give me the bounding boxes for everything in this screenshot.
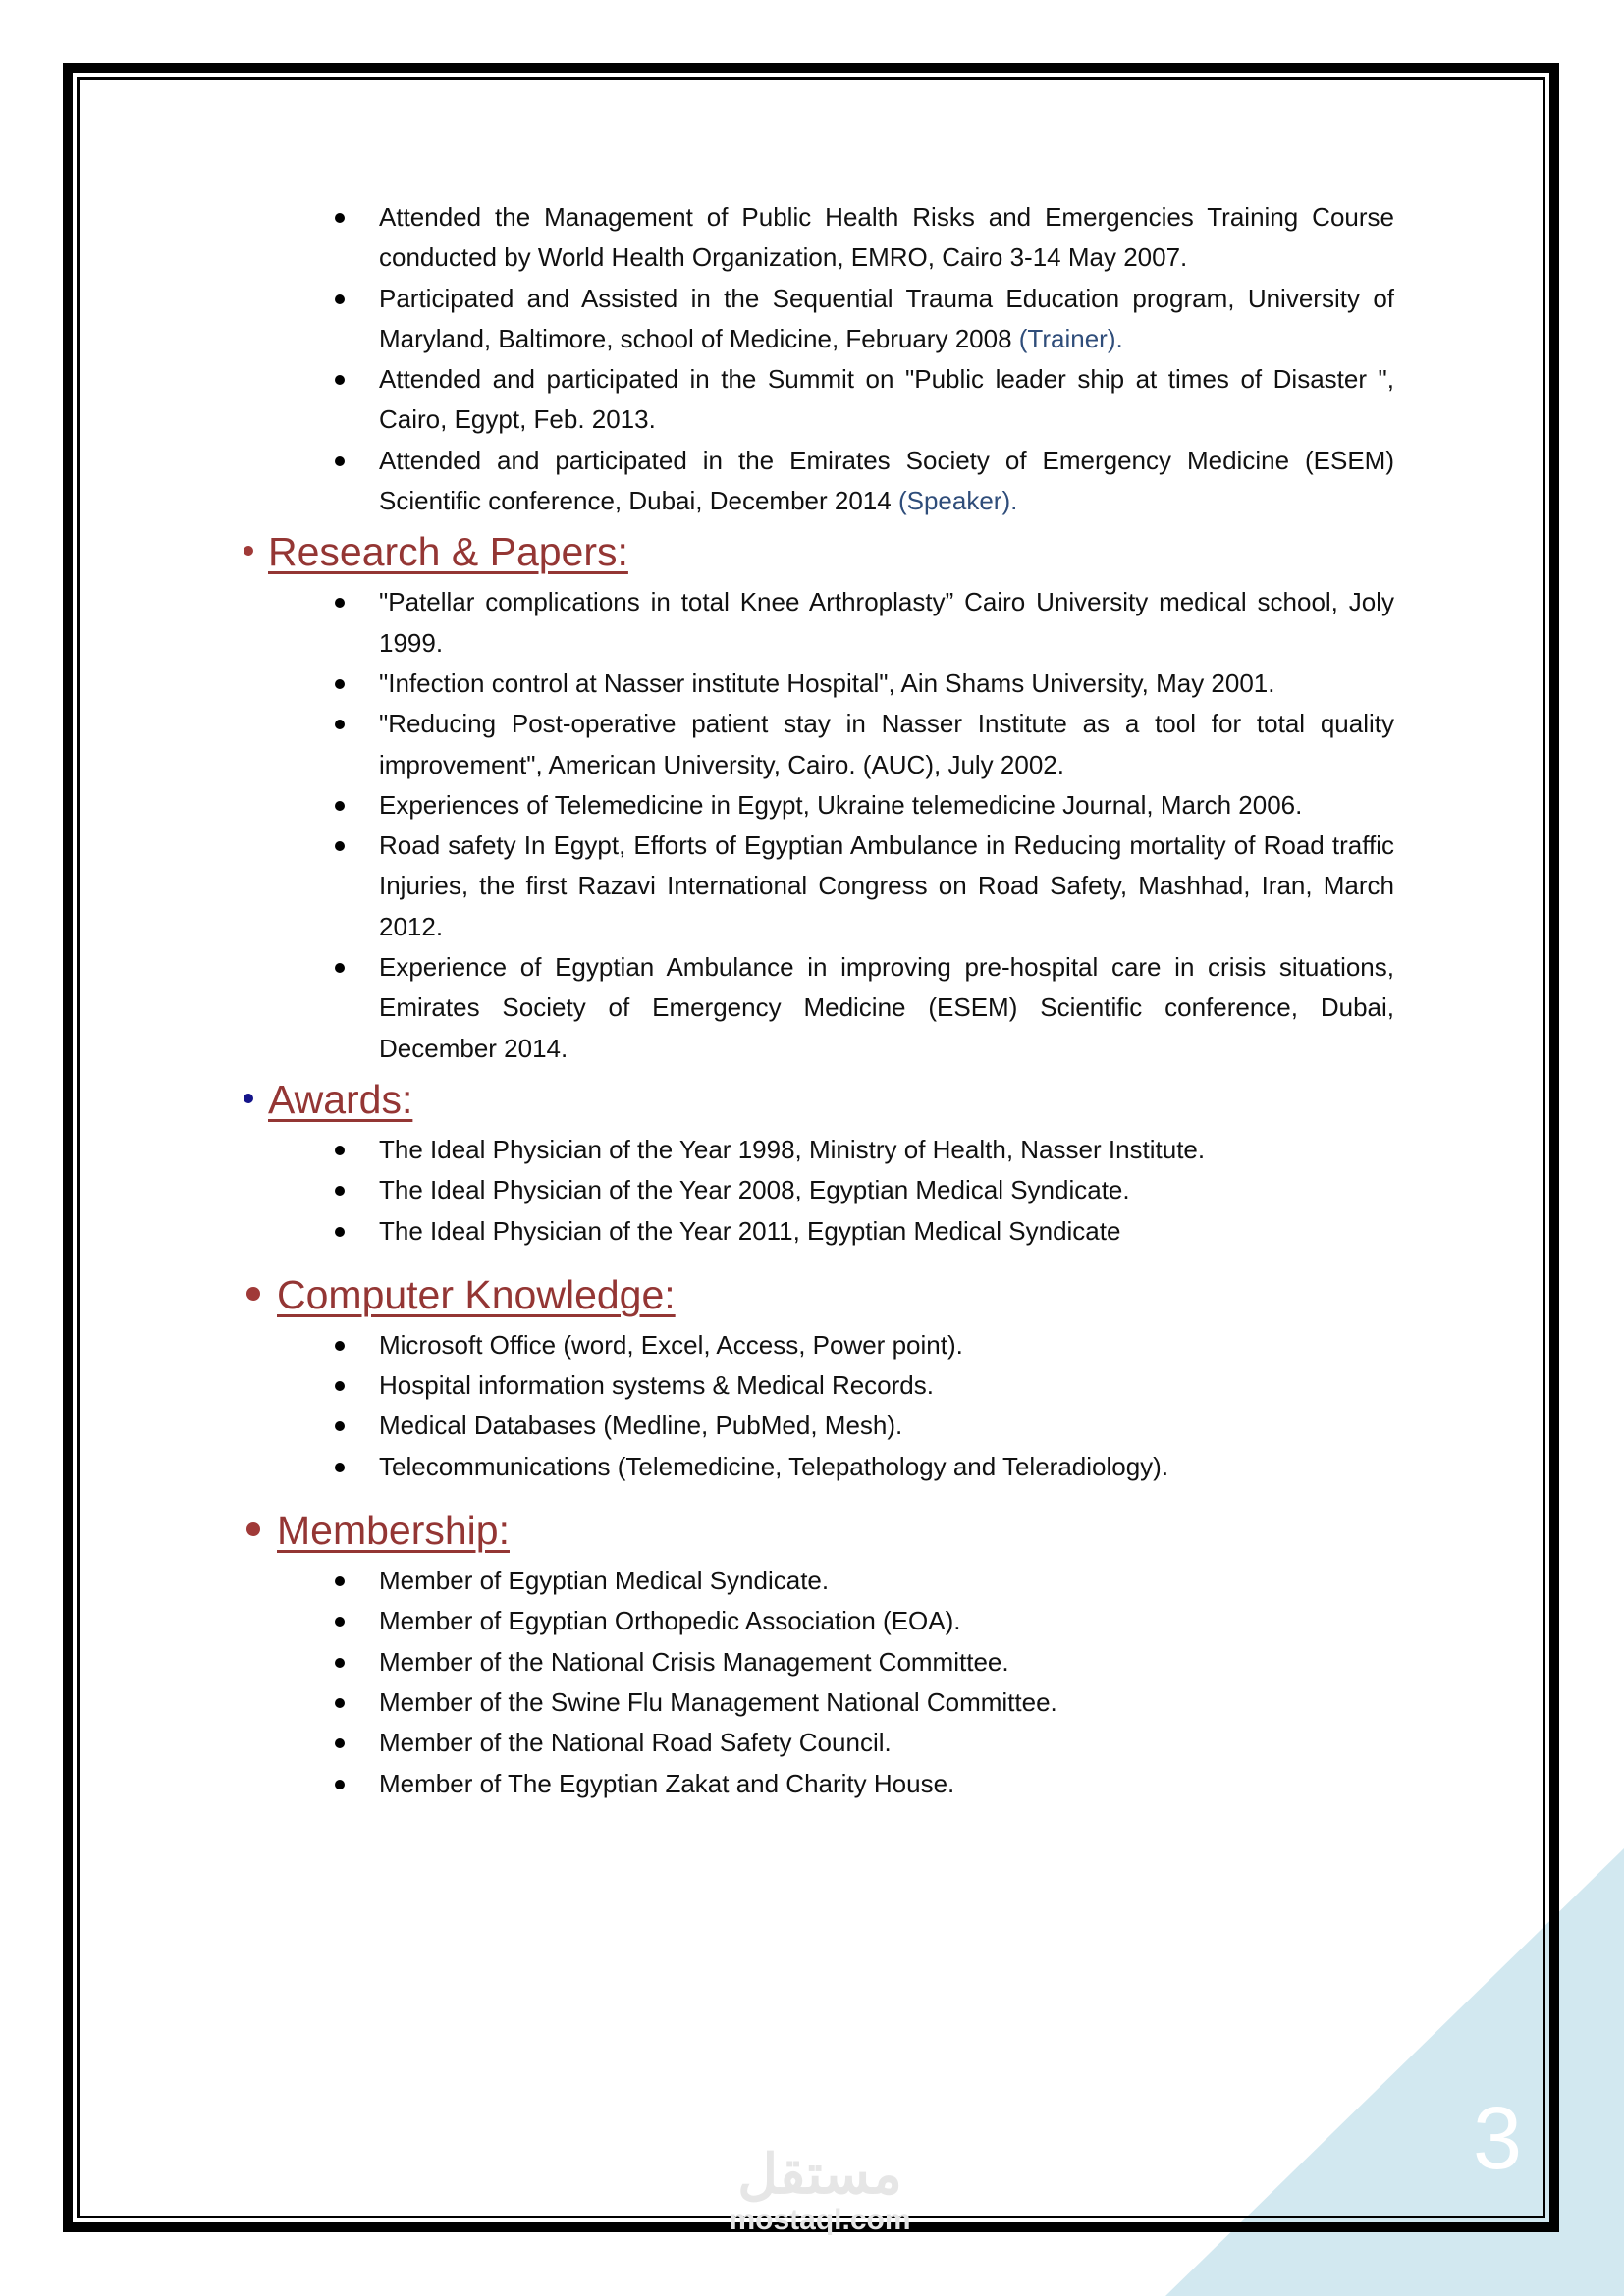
- list-item: [379, 1211, 1394, 1252]
- item-text: Member of The Egyptian Zakat and Charity House.: [379, 1768, 955, 1798]
- role-note: (Speaker).: [897, 486, 1018, 516]
- list-item: [379, 826, 1394, 947]
- item-text: "Reducing Post-operative patient stay in Nasser Institute as a tool for total quality improvement", American University, Cairo. (AUC), July 2002.: [379, 709, 1394, 779]
- computer-list: [236, 1325, 1394, 1487]
- list-item: [379, 359, 1394, 441]
- list-item: [379, 1325, 1394, 1365]
- item-text: Member of the Swine Flu Management National Committee.: [379, 1686, 1057, 1717]
- list-item: [379, 197, 1394, 279]
- list-item: [379, 664, 1394, 704]
- heading-text: Membership:: [277, 1508, 510, 1554]
- item-text: Participated and Assisted in the Sequential Trauma Education program, University of Maryland, Baltimore, school of Medicine, February 2008: [379, 283, 1394, 353]
- research-list: [236, 582, 1394, 1069]
- item-text: Member of the National Crisis Management Committee.: [379, 1646, 1009, 1677]
- item-text: Telecommunications (Telemedicine, Telepathology and Teleradiology).: [379, 1451, 1169, 1481]
- role-note: (Trainer).: [1018, 323, 1123, 353]
- item-text: Experience of Egyptian Ambulance in improving pre-hospital care in crisis situations, Emirates Society of Emergency Medicine (ESEM) Scientific conference, Dubai, December 2014.: [379, 952, 1394, 1063]
- list-item: [379, 441, 1394, 522]
- item-text: Road safety In Egypt, Efforts of Egyptian Ambulance in Reducing mortality of Road traffic Injuries, the first Razavi International Congress on Road Safety, Mashhad, Iran, March 2012.: [379, 830, 1394, 941]
- heading-text: Research & Papers:: [268, 529, 628, 575]
- heading-text: Awards:: [268, 1076, 413, 1122]
- section-heading-awards: [236, 1069, 1394, 1130]
- item-text: "Infection control at Nasser institute Hospital", Ain Shams University, May 2001.: [379, 667, 1275, 698]
- list-item: [379, 785, 1394, 826]
- item-text: Attended the Management of Public Health Risks and Emergencies Training Course conducted by World Health Organization, EMRO, Cairo 3-14 May 2007.: [379, 202, 1394, 273]
- section-heading-research: [236, 521, 1394, 582]
- list-item: [379, 1682, 1394, 1723]
- list-item: [379, 704, 1394, 785]
- item-text: Microsoft Office (word, Excel, Access, Power point).: [379, 1329, 963, 1360]
- section-heading-computer-knowledge: [236, 1264, 1394, 1325]
- list-item: [379, 1447, 1394, 1487]
- bullet-icon: [244, 546, 253, 556]
- list-item: [379, 279, 1394, 360]
- watermark-latin: mostaql.com: [729, 2204, 911, 2236]
- training-list: [236, 197, 1394, 521]
- section-heading-membership: [236, 1500, 1394, 1561]
- list-item: [379, 1561, 1394, 1601]
- awards-list: [236, 1130, 1394, 1252]
- list-item: [379, 1406, 1394, 1446]
- list-item: [379, 1723, 1394, 1763]
- item-text: "Patellar complications in total Knee Arthroplasty” Cairo University medical school, Joly 1999.: [379, 587, 1394, 658]
- page-number: 3: [1473, 2090, 1523, 2188]
- bullet-icon: [246, 1287, 260, 1301]
- item-text: Attended and participated in the Emirates Society of Emergency Medicine (ESEM) Scientific conference, Dubai, December 2014: [379, 445, 1394, 516]
- item-text: The Ideal Physician of the Year 2011, Egyptian Medical Syndicate: [379, 1215, 1121, 1246]
- list-item: [379, 1764, 1394, 1804]
- list-item: [379, 1365, 1394, 1406]
- bullet-icon: [244, 1094, 253, 1103]
- cv-page-content: [236, 197, 1394, 1804]
- item-text: The Ideal Physician of the Year 2008, Egyptian Medical Syndicate.: [379, 1175, 1130, 1205]
- item-text: Member of the National Road Safety Council.: [379, 1728, 892, 1758]
- watermark-arabic: مستقل: [737, 2143, 902, 2205]
- item-text: Member of Egyptian Medical Syndicate.: [379, 1566, 830, 1596]
- list-item: [379, 1130, 1394, 1170]
- bullet-icon: [246, 1522, 260, 1536]
- item-text: Hospital information systems & Medical Records.: [379, 1370, 934, 1401]
- list-item: [379, 1170, 1394, 1210]
- list-item: [379, 1642, 1394, 1682]
- heading-text: Computer Knowledge:: [277, 1271, 676, 1317]
- item-text: Attended and participated in the Summit on "Public leader ship at times of Disaster ", Cairo, Egypt, Feb. 2013.: [379, 364, 1394, 435]
- item-text: Medical Databases (Medline, PubMed, Mesh).: [379, 1411, 903, 1441]
- list-item: [379, 1601, 1394, 1641]
- list-item: [379, 582, 1394, 664]
- watermark-logo: [707, 2145, 933, 2237]
- list-item: [379, 947, 1394, 1069]
- membership-list: [236, 1561, 1394, 1804]
- item-text: Experiences of Telemedicine in Egypt, Ukraine telemedicine Journal, March 2006.: [379, 789, 1303, 820]
- item-text: The Ideal Physician of the Year 1998, Ministry of Health, Nasser Institute.: [379, 1134, 1206, 1164]
- item-text: Member of Egyptian Orthopedic Association (EOA).: [379, 1606, 961, 1636]
